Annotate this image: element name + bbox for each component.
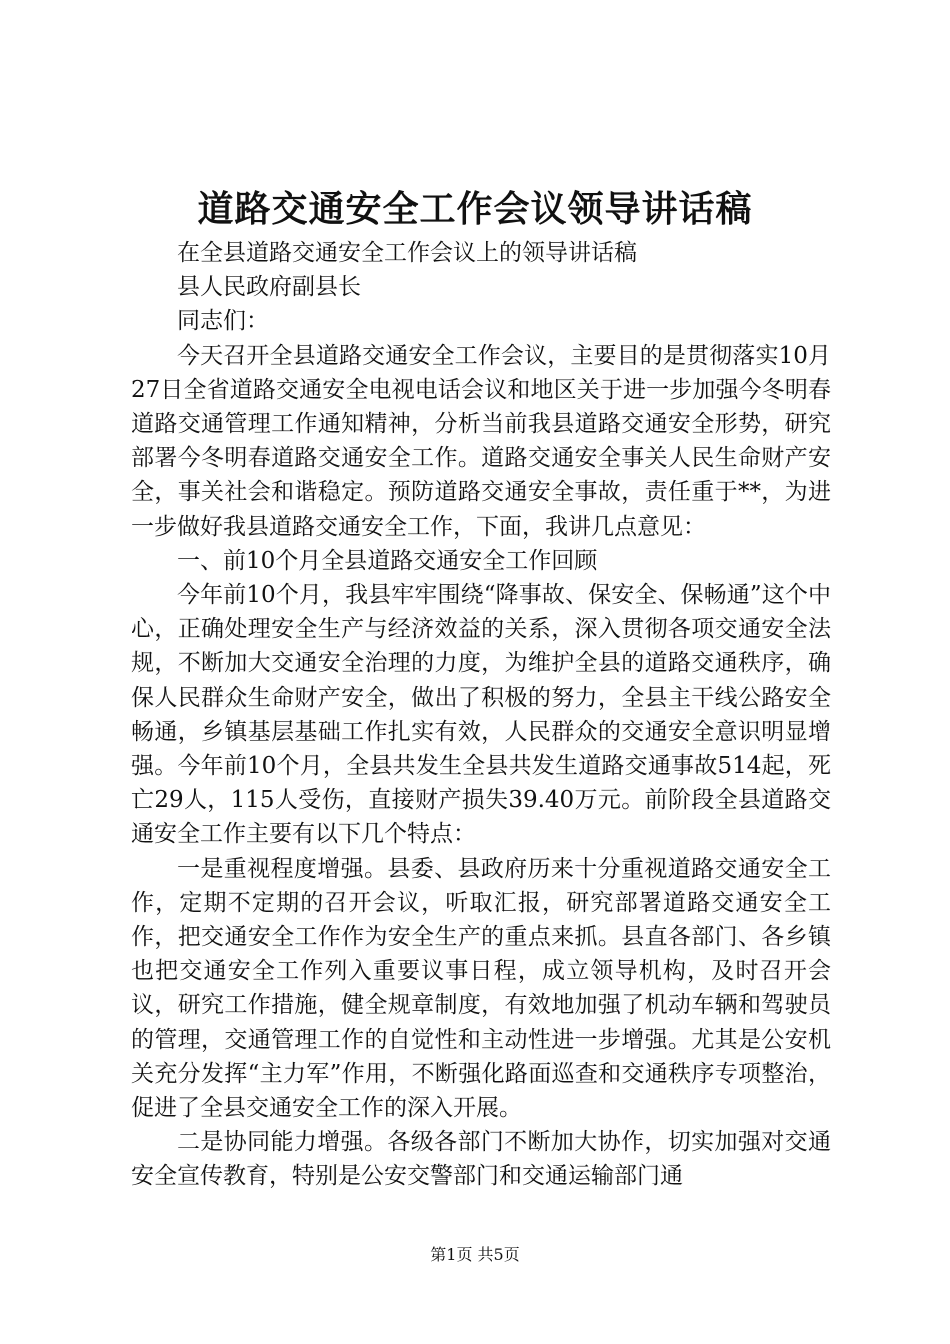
page-footer: 第1页 共5页 xyxy=(430,1245,520,1264)
document-body xyxy=(131,236,831,1194)
body-paragraph: 一是重视程度增强。县委、县政府历来十分重视道路交通安全工作，定期不定期的召开会议，听取汇报，研究部署道路交通安全工作，把交通安全工作作为安全生产的重点来抓。县直各部门、各乡镇也把交通安全工作列入重要议事日程，成立领导机构，及时召开会议，研究工作措施，健全规章制度，有效地加强了机动车辆和驾驶员的管理，交通管理工作的自觉性和主动性进一步增强。尤其是公安机关充分发挥“主力军”作用，不断强化路面巡查和交通秩序专项整治，促进了全县交通安全工作的深入开展。 xyxy=(131,855,831,1122)
document-title: 道路交通安全工作会议领导讲话稿 xyxy=(197,188,753,230)
body-paragraph: 今天召开全县道路交通安全工作会议，主要目的是贯彻落实10月27日全省道路交通安全电视电话会议和地区关于进一步加强今冬明春道路交通管理工作通知精神，分析当前我县道路交通安全形势，研究部署今冬明春道路交通安全工作。道路交通安全事关人民生命财产安全，事关社会和谐稳定。预防道路交通安全事故，责任重于**，为进一步做好我县道路交通安全工作，下面，我讲几点意见： xyxy=(131,342,831,540)
body-paragraph: 二是协同能力增强。各级各部门不断加大协作，切实加强对交通安全宣传教育，特别是公安交警部门和交通运输部门通 xyxy=(131,1129,831,1190)
section-heading: 一、前10个月全县道路交通安全工作回顾 xyxy=(177,547,598,574)
speaker-paragraph: 县人民政府副县长 xyxy=(177,274,361,301)
body-paragraph: 今年前10个月，我县牢牢围绕“降事故、保安全、保畅通”这个中心，正确处理安全生产与经济效益的关系，深入贯彻各项交通安全法规，不断加大交通安全治理的力度，为维护全县的道路交通秩序，确保人民群众生命财产安全，做出了积极的努力，全县主干线公路安全畅通，乡镇基层基础工作扎实有效，人民群众的交通安全意识明显增强。今年前10个月，全县共发生全县共发生道路交通事故514起，死亡29人，115人受伤，直接财产损失39.40万元。前阶段全县道路交通安全工作主要有以下几个特点： xyxy=(131,582,831,848)
salutation-paragraph: 同志们： xyxy=(177,308,269,335)
subtitle-paragraph: 在全县道路交通安全工作会议上的领导讲话稿 xyxy=(177,240,637,266)
